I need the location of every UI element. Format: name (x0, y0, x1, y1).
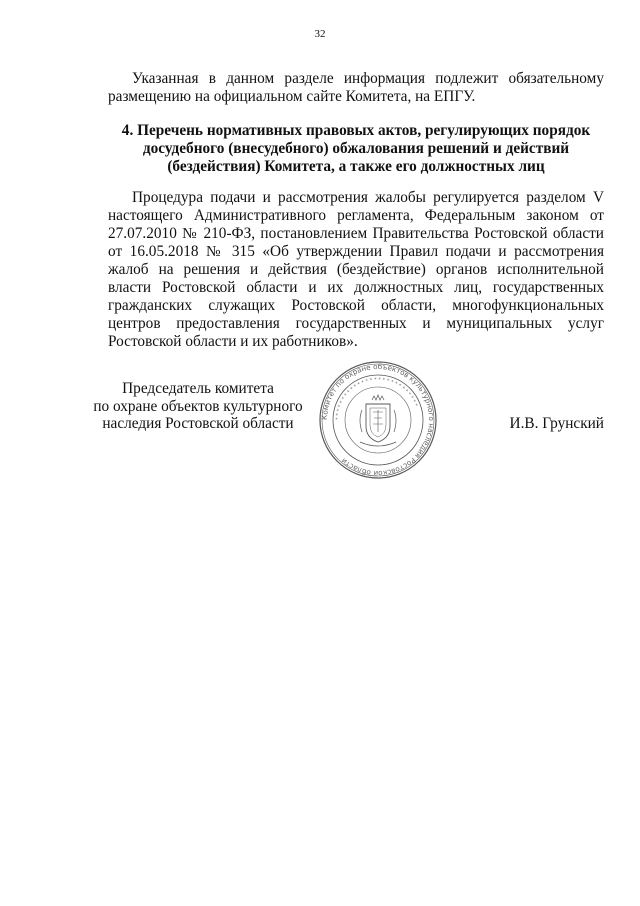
seal-inner-text: * * * * * * * * * * * * * * * * * * * * * * * * * * * (334, 376, 419, 421)
seal-outer-text: Комитет по охране объектов культурного наследия Ростовской области (319, 361, 437, 479)
paragraph-complaint-procedure: Процедура подачи и рассмотрения жалобы регулируется разделом V настоящего Административного регламента, Федеральным законом от 27.07.2010 № 210-ФЗ, постановлением Правительства Ростовской области от 16.05.2018 № 315 «Об утверждении Правил подачи и рассмотрения жалоб на решения и действия (бездействие) органов исполнительной власти Ростовской области и их должностных лиц, государственных гражданских служащих Ростовской области, многофункциональных центров предоставления государственных и муниципальных услуг Ростовской области и их работников». (108, 189, 604, 350)
signer-position-line: наследия Ростовской области (102, 415, 294, 432)
section-heading: 4. Перечень нормативных правовых актов, регулирующих порядок досудебного (внесудебного) обжалования решений и действий (бездействия) Комитета, а также его должностных лиц (121, 122, 591, 175)
coat-of-arms-icon (360, 395, 396, 446)
page-number: 32 (314, 28, 326, 40)
signer-position (90, 380, 306, 433)
official-seal-stamp (318, 360, 438, 480)
signer-position-line: Председатель комитета (122, 380, 274, 397)
signer-name: И.В. Грунский (509, 415, 604, 432)
paragraph-publication-notice: Указанная в данном разделе информация подлежит обязательному размещению на официальном сайте Комитета, на ЕПГУ. (108, 70, 604, 105)
signer-position-line: по охране объектов культурного (93, 397, 303, 415)
